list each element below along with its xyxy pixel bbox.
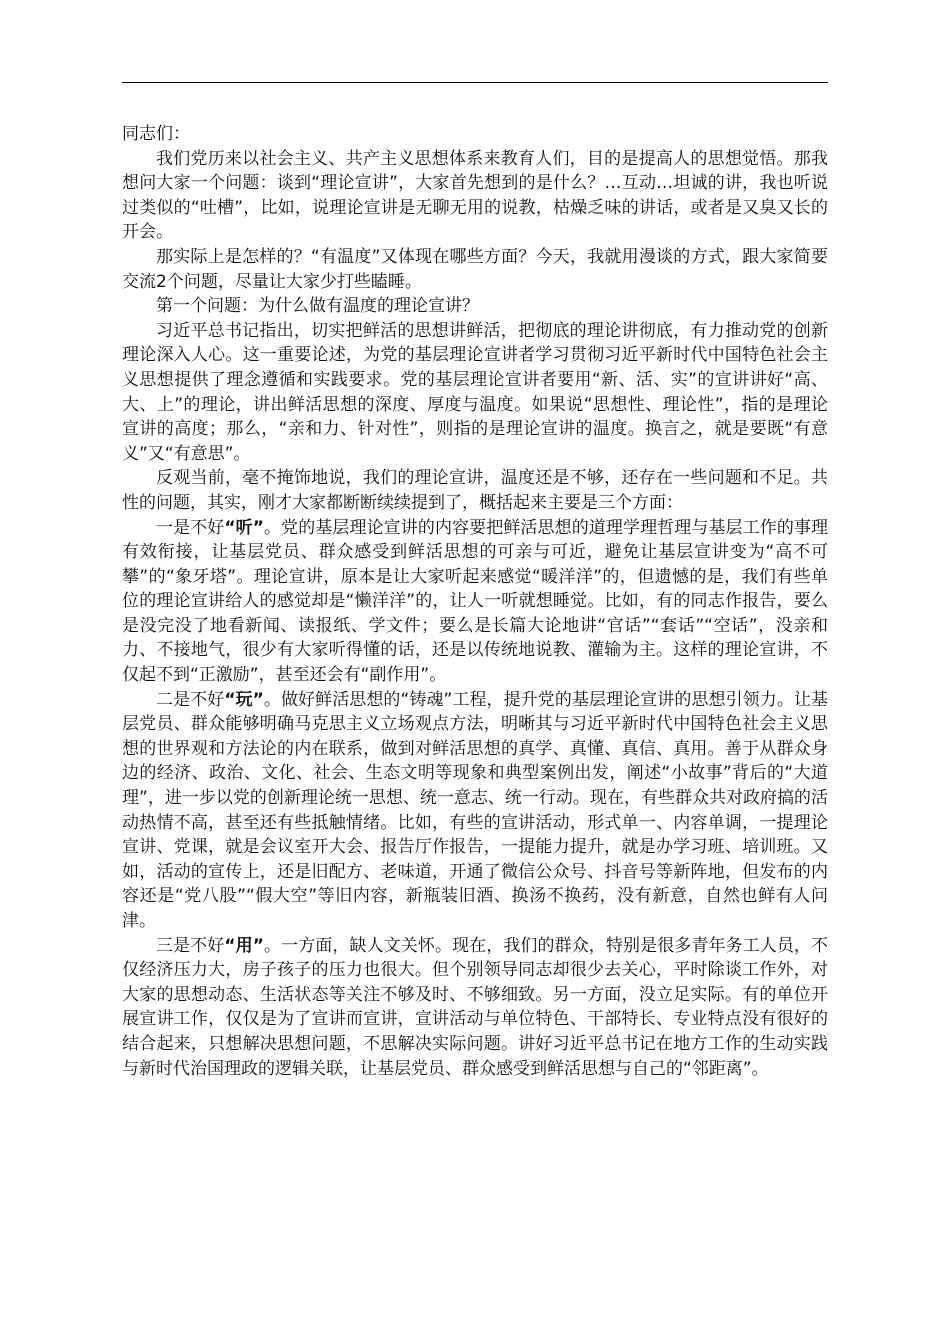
point-text: 。一方面，缺人文关怀。现在，我们的群众，特别是很多青年务工人员，不仅经济压力大，房子孩子的压力也很大。但个别领导同志却很少去关心，平时除谈工作外，对大家的思想动态、生活状态等关注不够及时、不够细致。另一方面，没立足实际。有的单位开展宣讲工作，仅仅是为了宣讲而宣讲，宣讲活动与单位特色、干部特长、专业特点没有很好的结合起来，只想解决思想问题，不思解决实际问题。讲好习近平总书记在地方工作的生动实践与新时代治国理政的逻辑关联，让基层党员、群众感受到鲜活思想与自己的“邻距离”。 [122,935,829,1079]
point-paragraph [122,934,828,1082]
point-keyword: “听” [224,517,264,538]
point-keyword: “用” [224,935,264,956]
point-lead: 一是不好 [156,517,225,538]
body-text [122,122,828,1081]
salutation: 同志们： [122,124,190,144]
paragraph: 习近平总书记指出，切实把鲜活的思想讲鲜活，把彻底的理论讲彻底，有力推动党的创新理论深入人心。这一重要论述，为党的基层理论宣讲者学习贯彻习近平新时代中国特色社会主义思想提供了理念遵循和实践要求。党的基层理论宣讲者要用“新、活、实”的宣讲讲好“高、大、上”的理论，讲出鲜活思想的深度、厚度与温度。如果说“思想性、理论性”，指的是理论宣讲的高度；那么，“亲和力、针对性”，则指的是理论宣讲的温度。换言之，就是要既“有意义”又“有意思”。 [122,320,828,464]
section-heading: 第一个问题：为什么做有温度的理论宣讲？ [156,296,479,317]
paragraph: 反观当前，毫不掩饰地说，我们的理论宣讲，温度还是不够，还存在一些问题和不足。共性的问题，其实，刚才大家都断断续续提到了，概括起来主要是三个方面： [122,468,828,513]
point-keyword: “玩” [224,689,264,710]
header-rule [122,82,828,83]
point-text: 。做好鲜活思想的“铸魂”工程，提升党的基层理论宣讲的思想引领力。让基层党员、群众能够明确马克思主义立场观点方法，明晰其与习近平新时代中国特色社会主义思想的世界观和方法论的内在联系，做到对鲜活思想的真学、真懂、真信、真用。善于从群众身边的经济、政治、文化、社会、生态文明等现象和典型案例出发，阐述“小故事”背后的“大道理”，进一步以党的创新理论统一思想、统一意志、统一行动。现在，有些群众共对政府搞的活动热情不高，甚至还有些抵触情绪。比如，有些的宣讲活动，形式单一、内容单调，一提理论宣讲、党课，就是会议室开大会、报告厅作报告，一提能力提升，就是办学习班、培训班。又如，活动的宣传上，还是旧配方、老味道，开通了微信公众号、抖音号等新阵地，但发布的内容还是“党八股”“假大空”等旧内容，新瓶装旧酒、换汤不换药，没有新意，自然也鲜有人问津。 [122,689,828,931]
point-paragraph [122,516,828,688]
paragraph: 我们党历来以社会主义、共产主义思想体系来教育人们，目的是提高人的思想觉悟。那我想问大家一个问题：谈到“理论宣讲”，大家首先想到的是什么？…互动…坦诚的讲，我也听说过类似的“吐槽”，比如，说理论宣讲是无聊无用的说教，枯燥乏味的讲话，或者是又臭又长的开会。 [122,148,828,243]
paragraph: 那实际上是怎样的？“有温度”又体现在哪些方面？今天，我就用漫谈的方式，跟大家简要交流2个问题，尽量让大家少打些瞌睡。 [122,246,828,292]
point-text: 。党的基层理论宣讲的内容要把鲜活思想的道理学理哲理与基层工作的事理有效衔接，让基层党员、群众感受到鲜活思想的可亲与可近，避免让基层宣讲变为“高不可攀”的“象牙塔”。理论宣讲，原本是让大家听起来感觉“暖洋洋”的，但遗憾的是，我们有些单位的理论宣讲给人的感觉却是“懒洋洋”的，让人一听就想睡觉。比如，有的同志作报告，要么是没完没了地看新闻、读报纸、学文件；要么是长篇大论地讲“官话”“套话”“空话”，没亲和力、不接地气，很少有大家听得懂的话，还是以传统地说教、灌输为主。这样的理论宣讲，不仅起不到“正激励”，甚至还会有“副作用”。 [122,517,829,686]
point-lead: 三是不好 [156,935,225,956]
point-lead: 二是不好 [156,689,225,710]
point-paragraph [122,688,828,934]
